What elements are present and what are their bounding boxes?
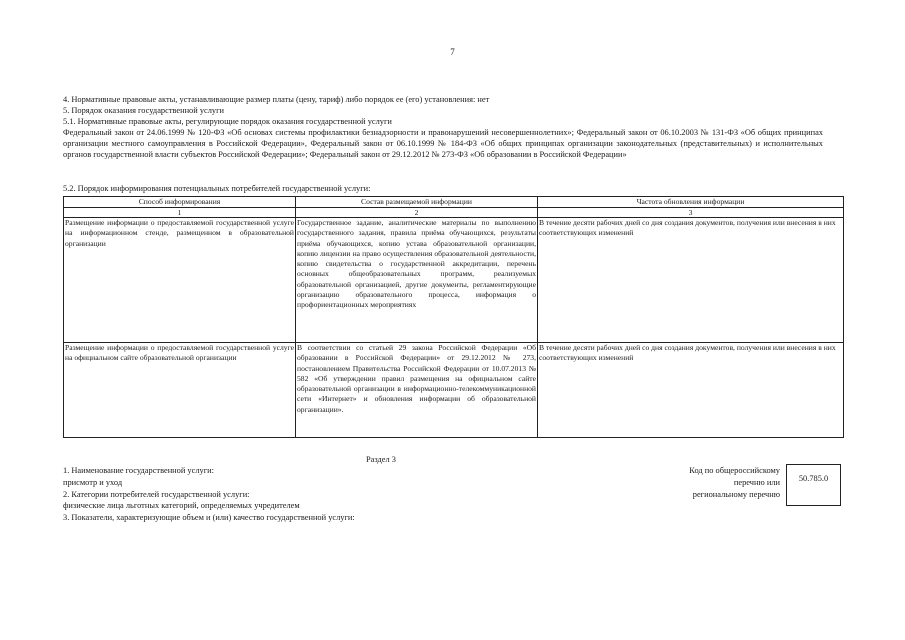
- laws-list: Федеральный закон от 24.06.1999 № 120-ФЗ «Об основах системы профилактики безнадзорности и правонарушений несовершеннолетних»; Федеральный закон от 06.10.2003 № 131-ФЗ «Об общих принципах организации местного самоуправления в Российской Федерации», Федеральный закон от 06.10.1999 № 184-ФЗ «Об общих принципах организации законодательных (представительных) и исполнительных органов государственной власти субъектов Российской Федерации»; Федеральный закон от 29.12.2012 № 273-ФЗ «Об образовании в Российской Федерации»: [63, 127, 823, 159]
- column-number-row: [64, 208, 844, 218]
- page-number: 7: [450, 47, 455, 57]
- header-frequency: Частота обновления информации: [538, 197, 844, 208]
- method-cell: Размещение информации о предоставляемой государственной услуге на информационном стенде, размещенном в образовательной организации: [64, 218, 296, 343]
- service-procedure-heading: 5. Порядок оказания государственной услуги: [63, 105, 225, 115]
- method-cell: Размещение информации о предоставляемой государственной услуге на официальном сайте образовательной организации: [64, 343, 296, 438]
- registry-code-label-line: региональному перечню: [692, 489, 780, 499]
- registry-code-label-line: перечню или: [733, 477, 780, 487]
- frequency-cell: В течение десяти рабочих дней со дня создания документов, получения или внесения в них соответствующих изменений: [538, 343, 844, 438]
- section-4-text: [63, 95, 823, 160]
- section-3-heading: Раздел 3: [366, 455, 396, 464]
- fee-regulation-heading: 4. Нормативные правовые акты, устанавливающие размер платы (цену, тариф) либо порядок ее (его) установления: нет: [63, 95, 490, 104]
- header-content: Состав размещаемой информации: [296, 197, 538, 208]
- consumer-categories-label: 2. Категории потребителей государственной услуги:: [63, 489, 250, 499]
- indicators-heading: 3. Показатели, характеризующие объем и (или) качество государственной услуги:: [63, 513, 355, 523]
- header-method: Способ информирования: [64, 197, 296, 208]
- table-header-row: [64, 197, 844, 208]
- section-3-text: [63, 465, 623, 524]
- service-name-value: присмотр и уход: [63, 477, 123, 487]
- registry-code-label-line: Код по общероссийскому: [689, 466, 780, 475]
- table-row: [64, 218, 844, 343]
- registry-code-box: 50.785.0: [786, 464, 841, 506]
- content-cell: В соответствии со статьей 29 закона Российской Федерации «Об образовании в Российской Федерации» от 29.12.2012 № 273, постановлением Правительства Российской Федерации от 10.07.2013 № 582 «Об утверждении правил размещения на официальном сайте образовательной организации в информационно-телекоммуникационной сети «Интернет» и обновления информации об образовательной организации».: [296, 343, 538, 438]
- registry-code-label: [640, 465, 780, 500]
- column-number: 3: [538, 208, 844, 218]
- service-name-label: 1. Наименование государственной услуги:: [63, 466, 214, 475]
- regulatory-acts-heading: 5.1. Нормативные правовые акты, регулирующие порядок оказания государственной услуги: [63, 116, 392, 126]
- info-table-title: 5.2. Порядок информирования потенциальных потребителей государственной услуги:: [63, 184, 371, 193]
- frequency-cell: В течение десяти рабочих дней со дня создания документов, получения или внесения в них соответствующих изменений: [538, 218, 844, 343]
- column-number: 2: [296, 208, 538, 218]
- info-table: [63, 196, 844, 438]
- content-cell: Государственное задание, аналитические материалы по выполнению государственного задания, правила приёма обучающихся, результаты приёма обучающихся, копию устава образовательной организации, копию лицензии на право осуществления образовательной деятельности, копию свидетельства о государственной аккредитации, перечень основных общеобразовательных программ, реализуемых образовательной организацией, другие документы, регламентирующие организацию образовательного процесса, информация о профориентационных мероприятиях: [296, 218, 538, 343]
- table-row: [64, 343, 844, 438]
- consumer-categories-value: физические лица льготных категорий, определяемых учредителем: [63, 501, 300, 511]
- column-number: 1: [64, 208, 296, 218]
